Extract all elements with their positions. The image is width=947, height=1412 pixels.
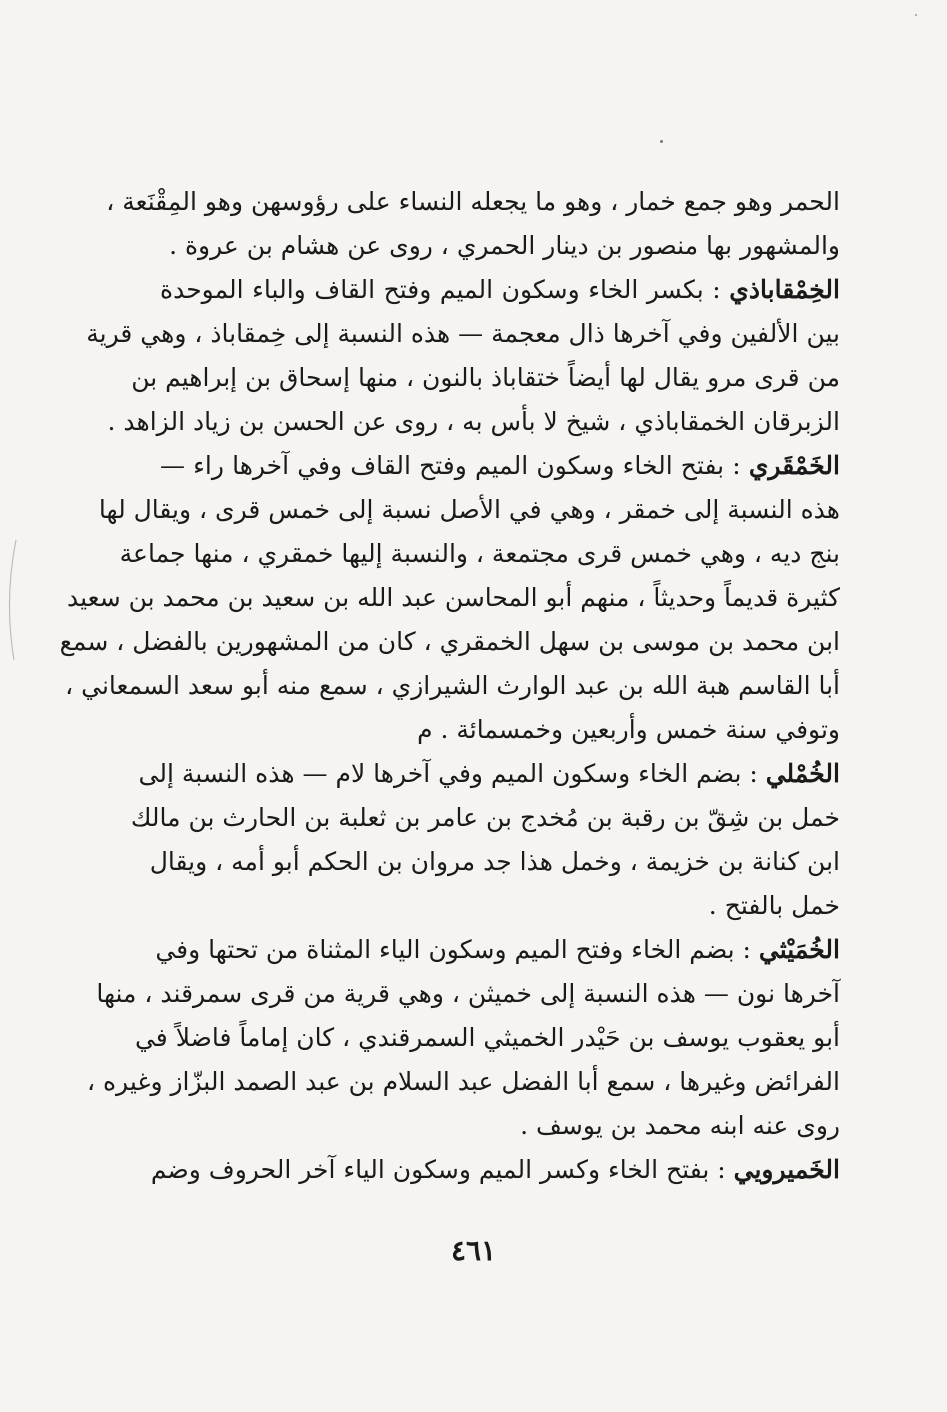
entry-headword: الخَمْقَري: [748, 451, 840, 480]
text-line: أبو يعقوب يوسف بن حَيْدر الخميثي السمرقندي ، كان إماماً فاضلاً في: [134, 1023, 840, 1052]
entry-text: : بكسر الخاء وسكون الميم وفتح القاف والباء الموحدة: [160, 275, 730, 304]
text-line: من قرى مرو يقال لها أيضاً ختقاباذ بالنون ، منها إسحاق بن إبراهيم بن: [131, 363, 840, 392]
text-line: [160, 268, 840, 312]
text-line: الزبرقان الخمقاباذي ، شيخ لا بأس به ، روى عن الحسن بن زياد الزاهد .: [107, 407, 840, 436]
text-line: بنج ديه ، وهي خمس قرى مجتمعة ، والنسبة إليها خمقري ، منها جماعة: [119, 539, 840, 568]
text-line: ابن كنانة بن خزيمة ، وخمل هذا جد مروان بن الحكم أبو أمه ، ويقال: [149, 847, 840, 876]
text-line: [150, 1148, 840, 1192]
text-line: خمل بالفتح .: [708, 891, 840, 920]
text-line: روى عنه ابنه محمد بن يوسف .: [520, 1111, 840, 1140]
entry-headword: الخُمَيْثي: [758, 935, 840, 964]
text-line: أبا القاسم هبة الله بن عبد الوارث الشيرازي ، سمع منه أبو سعد السمعاني ،: [65, 671, 840, 700]
body-text: [59, 180, 840, 1192]
text-line: الفرائض وغيرها ، سمع أبا الفضل عبد السلام بن عبد الصمد البزّاز وغيره ،: [86, 1067, 840, 1096]
text-line: والمشهور بها منصور بن دينار الحمري ، روى عن هشام بن عروة .: [169, 231, 840, 260]
entry-text: : بضم الخاء وسكون الميم وفي آخرها لام — هذه النسبة إلى: [138, 759, 766, 788]
text-line: الحمر وهو جمع خمار ، وهو ما يجعله النساء على رؤوسهن وهو المِقْنَعة ،: [106, 187, 840, 216]
text-line: آخرها نون — هذه النسبة إلى خميثن ، وهي قرية من قرى سمرقند ، منها: [96, 979, 840, 1008]
text-line: [160, 444, 840, 488]
entry-headword: الخُمْلي: [765, 759, 840, 788]
text-line: ابن محمد بن موسى بن سهل الخمقري ، كان من المشهورين بالفضل ، سمع: [59, 627, 840, 656]
entry-text: : بضم الخاء وفتح الميم وسكون الياء المثناة من تحتها وفي: [155, 935, 759, 964]
text-line: هذه النسبة إلى خمقر ، وهي في الأصل نسبة إلى خمس قرى ، ويقال لها: [98, 495, 840, 524]
dust-speck: [660, 140, 663, 143]
entry-text: : بفتح الخاء وسكون الميم وفتح القاف وفي آخرها راء —: [160, 451, 749, 480]
text-line: خمل بن شِقّ بن رقبة بن مُخدج بن عامر بن ثعلبة بن الحارث بن مالك: [130, 803, 840, 832]
text-line: بين الألفين وفي آخرها ذال معجمة — هذه النسبة إلى خِمقاباذ ، وهي قرية: [86, 319, 840, 348]
entry-text: : بفتح الخاء وكسر الميم وسكون الياء آخر الحروف وضم: [150, 1155, 734, 1184]
page-number: ٤٦١: [450, 1234, 497, 1267]
entry-headword: الخَميرويي: [733, 1155, 840, 1184]
text-line: [155, 928, 840, 972]
text-line: وتوفي سنة خمس وأربعين وخمسمائة . م: [417, 715, 840, 744]
text-line: [138, 752, 840, 796]
text-line: كثيرة قديماً وحديثاً ، منهم أبو المحاسن عبد الله بن سعيد بن محمد بن سعيد: [67, 583, 840, 612]
dust-speck: [915, 14, 917, 16]
entry-headword: الخِمْقاباذي: [729, 275, 840, 304]
